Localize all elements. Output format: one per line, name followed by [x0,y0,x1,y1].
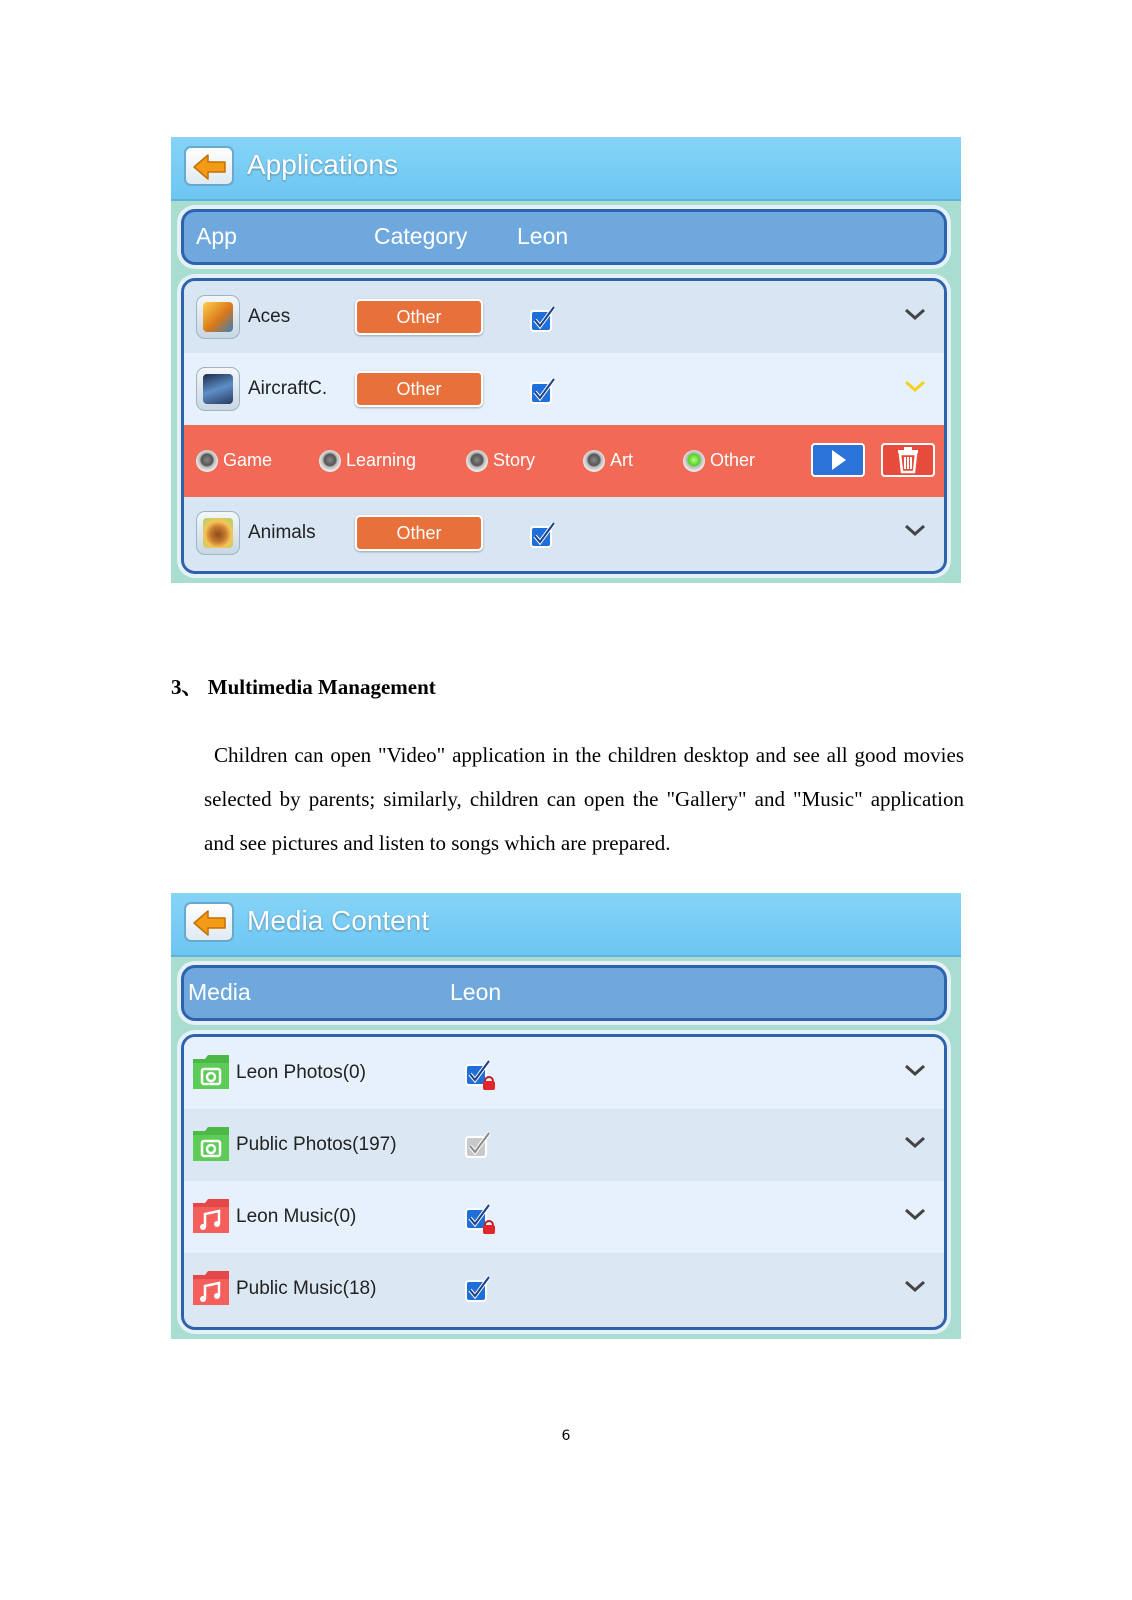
checkbox-locked-icon[interactable] [464,1201,496,1235]
back-button[interactable] [184,146,234,186]
media-name: Leon Music(0) [236,1206,357,1227]
column-header-user: Leon [450,979,502,1005]
checkbox-checked-icon[interactable] [529,519,557,549]
option-label: Learning [346,450,417,470]
chevron-down-icon[interactable] [904,307,926,321]
media-row[interactable] [184,1253,944,1325]
screen-title: Media Content [247,905,430,936]
screen-title: Applications [247,149,398,180]
page-number: 6 [561,1428,571,1444]
apps-list [181,278,947,574]
category-button[interactable]: Other [355,299,483,335]
media-content-screenshot [171,893,961,1339]
app-name: Animals [248,522,316,543]
section-heading [171,671,436,701]
section-number: 3、 [171,675,203,699]
category-picker [184,425,944,497]
option-label: Story [493,450,536,470]
radio-icon [196,450,218,472]
radio-icon [466,450,488,472]
app-bar [171,137,961,201]
column-header-user: Leon [517,223,569,249]
app-row[interactable] [184,497,944,569]
chevron-down-icon[interactable] [904,1207,926,1221]
chevron-down-icon[interactable] [904,523,926,537]
section-title: Multimedia Management [207,675,436,699]
back-button[interactable] [184,902,234,942]
option-label: Game [223,450,273,470]
chevron-down-icon[interactable] [904,379,926,393]
app-icon-animals [196,511,240,555]
photo-folder-icon [192,1125,230,1163]
app-name: Aces [248,306,291,327]
applications-screenshot [171,137,961,583]
app-row[interactable] [184,353,944,425]
section-body: Children can open "Video" application in the children desktop and see all good movies selected by parents; similarly, children can open the "Gallery" and "Music" application and see pictures and listen to songs which are prepared. [204,743,964,855]
category-option-art[interactable] [583,447,653,475]
table-header [181,209,947,265]
play-icon [813,445,863,475]
category-button[interactable]: Other [355,515,483,551]
media-row[interactable] [184,1181,944,1253]
category-option-story[interactable] [466,447,546,475]
checkbox-checked-icon[interactable] [464,1273,496,1307]
column-header-category: Category [374,223,468,249]
category-option-other[interactable] [683,447,773,475]
media-name: Leon Photos(0) [236,1062,366,1083]
chevron-down-icon[interactable] [904,1063,926,1077]
chevron-down-icon[interactable] [904,1135,926,1149]
music-folder-icon [192,1269,230,1307]
media-name: Public Music(18) [236,1278,377,1299]
trash-icon [883,445,933,475]
play-button[interactable] [811,443,865,477]
app-name: AircraftC. [248,378,328,399]
app-icon-aces [196,295,240,339]
app-icon-aircraft [196,367,240,411]
back-arrow-icon [192,153,228,181]
category-option-learning[interactable] [319,447,429,475]
category-button[interactable]: Other [355,371,483,407]
photo-folder-icon [192,1053,230,1091]
checkbox-disabled-icon[interactable] [464,1129,496,1163]
option-label: Art [610,450,634,470]
music-folder-icon [192,1197,230,1235]
checkbox-checked-icon[interactable] [529,375,557,405]
media-name: Public Photos(197) [236,1134,397,1155]
radio-icon [319,450,341,472]
checkbox-locked-icon[interactable] [464,1057,496,1091]
media-row[interactable] [184,1037,944,1109]
app-row[interactable] [184,281,944,353]
app-bar [171,893,961,957]
radio-selected-icon [683,450,705,472]
option-label: Other [710,450,756,470]
delete-button[interactable] [881,443,935,477]
media-row[interactable] [184,1109,944,1181]
table-header [181,965,947,1021]
back-arrow-icon [192,909,228,937]
checkbox-checked-icon[interactable] [529,303,557,333]
column-header-app: App [196,223,237,249]
chevron-down-icon[interactable] [904,1279,926,1293]
media-list [181,1034,947,1330]
radio-icon [583,450,605,472]
column-header-media: Media [188,979,251,1005]
category-option-game[interactable] [196,447,286,475]
